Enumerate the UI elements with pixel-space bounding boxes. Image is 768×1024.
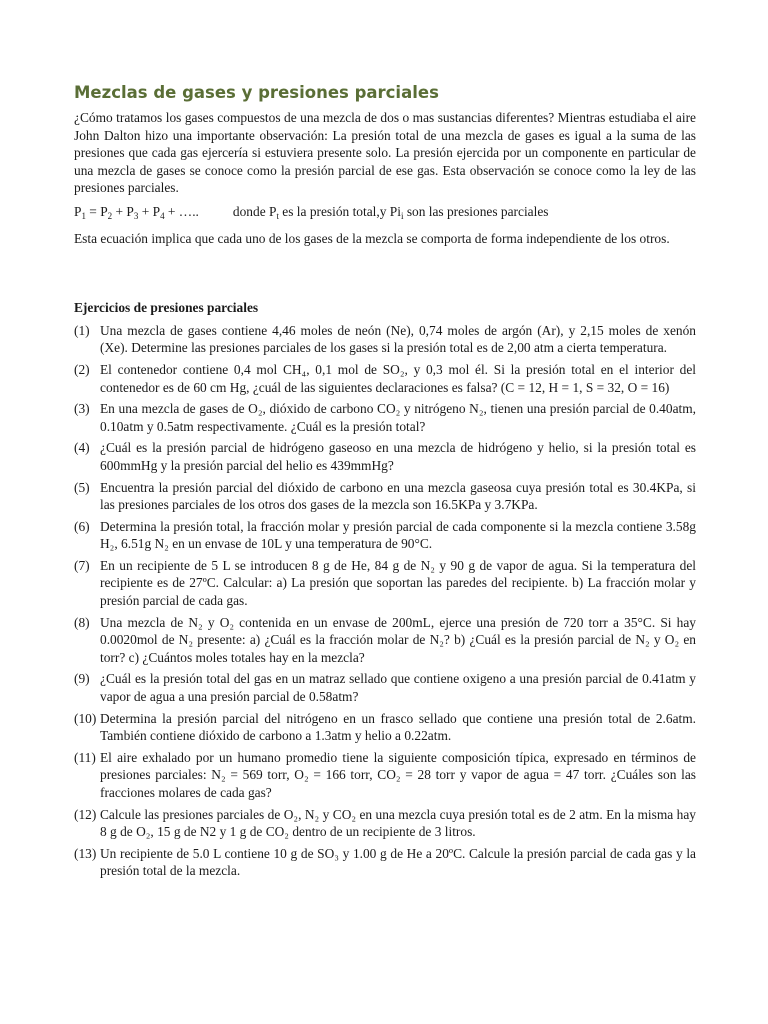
exercise-item <box>74 670 696 705</box>
exercise-text: ¿Cuál es la presión total del gas en un matraz sellado que contiene oxigeno a una presión parcial de 0.41atm y vapor de agua a una presión parcial de 0.58atm? <box>100 671 696 705</box>
exercise-item <box>74 518 696 553</box>
exercise-number: (10) <box>74 710 97 726</box>
exercise-item <box>74 400 696 435</box>
exercise-number: (8) <box>74 614 90 630</box>
exercise-text: Un recipiente de 5.0 L contiene 10 g de SO₃ y 1.00 g de He a 20ºC. Calcule la presión parcial de cada gas y la presión total de la mezcla. <box>100 845 696 879</box>
exercise-text: En una mezcla de gases de O₂, dióxido de carbono CO₂ y nitrógeno N₂, tienen una presión parcial de 0.40atm, 0.10atm y 0.5atm respectivamente. ¿Cuál es la presión total? <box>100 401 696 434</box>
exercise-number: (3) <box>74 401 90 417</box>
exercise-item <box>74 749 696 802</box>
exercise-text: Una mezcla de gases contiene 4,46 moles de neón (Ne), 0,74 moles de argón (Ar), y 2,15 moles de xenón (Xe). Determine las presiones parciales de los gases si la presión total es de 2,00 atm a cierta temperatura. <box>100 322 696 356</box>
exercise-number: (1) <box>74 322 90 338</box>
exercise-item <box>74 614 696 667</box>
exercise-item <box>74 845 696 880</box>
exercise-item <box>74 361 696 396</box>
exercise-text: Determina la presión parcial del nitrógeno en un frasco sellado que contiene una presión total de 2.6atm. También contiene dióxido de carbono a 1.3atm y helio a 0.22atm. <box>100 710 696 744</box>
exercise-item <box>74 557 696 610</box>
exercise-number: (13) <box>74 845 97 861</box>
exercise-text: El aire exhalado por un humano promedio tiene la siguiente composición típica, expresado en términos de presiones parciales: N₂ = 569 torr, O₂ = 166 torr, CO₂ = 28 torr y vapor de agua = 47 torr. ¿Cuáles son las fracciones molares de cada gas? <box>100 749 696 800</box>
exercise-item <box>74 806 696 841</box>
exercise-text: Calcule las presiones parciales de O₂, N₂ y CO₂ en una mezcla cuya presión total es de 2 atm. En la misma hay 8 g de O₂, 15 g de N2 y 1 g de CO₂ dentro de un recipiente de 3 litros. <box>100 806 696 840</box>
exercise-text: Encuentra la presión parcial del dióxido de carbono en una mezcla gaseosa cuya presión total es 30.4KPa, si las presiones parciales de los otros dos gases de la mezcla son 16.5KPa y 3.7KPa. <box>100 479 696 513</box>
equation-explanation: Esta ecuación implica que cada uno de los gases de la mezcla se comporta de forma independiente de los otros. <box>74 230 670 246</box>
exercise-number: (11) <box>74 749 96 765</box>
exercise-item <box>74 322 696 357</box>
exercise-number: (2) <box>74 361 90 377</box>
exercise-text: En un recipiente de 5 L se introducen 8 g de He, 84 g de N₂ y 90 g de vapor de agua. Si la temperatura del recipiente es de 27ºC. Calcular: a) La presión que soportan las paredes del recipiente. b) La fracción molar y presión parcial de cada gas. <box>100 557 696 609</box>
exercise-text: ¿Cuál es la presión parcial de hidrógeno gaseoso en una mezcla de hidrógeno y helio, si la presión total es 600mmHg y la presión parcial del helio es 439mmHg? <box>100 440 696 473</box>
exercise-number: (5) <box>74 479 90 495</box>
exercise-number: (7) <box>74 557 90 573</box>
exercise-number: (4) <box>74 440 90 456</box>
exercise-item <box>74 439 696 474</box>
exercise-text: Una mezcla de N₂ y O₂ contenida en un envase de 200mL, ejerce una presión de 720 torr a 35°C. Si hay 0.0020mol de N₂ presente: a) ¿Cuál es la fracción molar de N₂? b) ¿Cuál es la presión parcial de N₂ y O₂ en torr? c) ¿Cuántos moles totales hay en la mezcla? <box>100 614 696 665</box>
exercise-number: (9) <box>74 671 90 687</box>
section-title: Ejercicios de presiones parciales <box>74 300 259 316</box>
intro-paragraph: ¿Cómo tratamos los gases compuestos de una mezcla de dos o mas sustancias diferentes? Mientras estudiaba el aire John Dalton hizo una importante observación: La presión total de una mezcla de gases es igual a la suma de las presiones que cada gas ejercería si estuviera presente solo. La presión ejercida por un componente en particular de una mezcla de gases se conoce como la presión parcial de ese gas. Esta observación se conoce como la ley de las presiones parciales. <box>74 110 696 196</box>
exercise-number: (6) <box>74 518 90 534</box>
page-title: Mezclas de gases y presiones parciales <box>74 83 439 102</box>
exercise-text: El contenedor contiene 0,4 mol CH₄, 0,1 mol de SO₂, y 0,3 mol él. Si la presión total en el interior del contenedor es de 60 cm Hg, ¿cuál de las siguientes declaraciones es falsa? (C = 12, H = 1, S = 32, O = 16) <box>100 361 696 395</box>
exercise-list <box>74 322 696 880</box>
exercise-number: (12) <box>74 806 97 822</box>
dalton-equation: $P_1 = P_2 + P_3 + P_4$ + ….. donde $P_t$ es la presión total,y $Pi_i$ son las presiones parciales <box>74 203 549 221</box>
exercise-item <box>74 479 696 514</box>
exercise-item <box>74 710 696 745</box>
exercise-text: Determina la presión total, la fracción molar y presión parcial de cada componente si la mezcla contiene 3.58g H₂, 6.51g N₂ en un envase de 10L y una temperatura de 90°C. <box>100 518 696 552</box>
document-page <box>74 82 696 884</box>
